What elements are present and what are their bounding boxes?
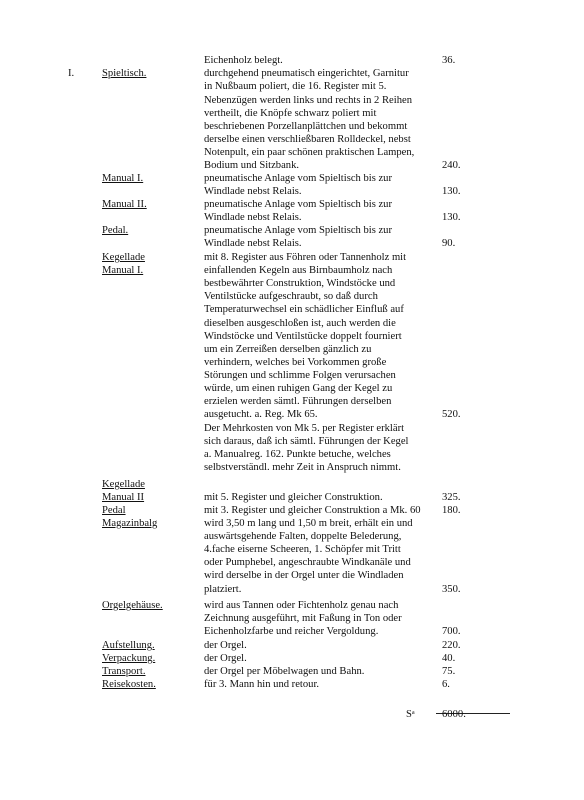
row-desc-line: Eichenholz belegt. [204, 55, 283, 66]
row-desc-line: Notenpult, ein paar schönen praktischen Lampen, [204, 147, 415, 158]
row-heading: Orgelgehäuse. [102, 600, 163, 611]
row-desc-line: wird derselbe in der Orgel unter die Windladen [204, 570, 404, 581]
row-desc-line: um ein Zerreißen derselben gänzlich zu [204, 344, 372, 355]
row-desc-line: Störungen und schlimme Folgen verursachen [204, 370, 396, 381]
row-price: 6. [442, 679, 450, 690]
row-desc-line: ausgetucht. a. Reg. Mk 65. [204, 409, 318, 420]
total-value: 6000. [442, 709, 466, 720]
row-price: 700. [442, 626, 461, 637]
row-desc-line: Windstöcke und Ventilstücke doppelt fourniert [204, 331, 402, 342]
row-desc-line: Der Mehrkosten von Mk 5. per Register erklärt [204, 423, 405, 434]
row-desc-line: mit 8. Register aus Föhren oder Tannenholz mit [204, 252, 407, 263]
row-heading: Magazinbalg [102, 518, 158, 529]
row-price: 130. [442, 212, 461, 223]
row-desc-line: wird 3,50 m lang und 1,50 m breit, erhält ein und [204, 518, 413, 529]
row-desc-line: für 3. Mann hin und retour. [204, 679, 320, 690]
row-price: 240. [442, 160, 461, 171]
row-heading: Pedal [102, 505, 126, 516]
row-desc-line: Bodium und Sitzbank. [204, 160, 300, 171]
row-desc-line: mit 5. Register und gleicher Construktion. [204, 492, 383, 503]
row-heading: Reisekosten. [102, 679, 156, 690]
row-desc-line: einfallenden Kegeln aus Birnbaumholz nach [204, 265, 393, 276]
row-desc-line: dieselben ausgeschloßen ist, auch werden die [204, 318, 396, 329]
row-desc-line: würde, um einen ruhigen Gang der Kegel zu [204, 383, 393, 394]
row-desc-line: pneumatische Anlage vom Spieltisch bis zur [204, 199, 393, 210]
row-desc-line: Windlade nebst Relais. [204, 238, 302, 249]
row-number: I. [68, 68, 75, 79]
row-desc-line: derselbe einen verschließbaren Rolldeckel, nebst [204, 134, 411, 145]
row-desc-line: wird aus Tannen oder Fichtenholz genau nach [204, 600, 399, 611]
row-desc-line: mit 3. Register und gleicher Construktion a Mk. 60 [204, 505, 421, 516]
row-desc-line: in Nußbaum poliert, die 16. Register mit 5. [204, 81, 387, 92]
row-price: 520. [442, 409, 461, 420]
row-desc-line: der Orgel. [204, 640, 247, 651]
row-price: 130. [442, 186, 461, 197]
row-desc-line: selbstverständl. mehr Zeit in Anspruch nimmt. [204, 462, 401, 473]
row-desc-line: der Orgel. [204, 653, 247, 664]
row-price: 180. [442, 505, 461, 516]
row-desc-line: sich daraus, daß ich sämtl. Führungen der Kegel [204, 436, 409, 447]
row-desc-line: Windlade nebst Relais. [204, 186, 302, 197]
row-desc-line: Temperaturwechsel ein schädlicher Einfluß auf [204, 304, 404, 315]
row-desc-line: oder Pumphebel, angeschraubte Windkanäle und [204, 557, 411, 568]
row-desc-line: pneumatische Anlage vom Spieltisch bis zur [204, 225, 393, 236]
row-desc-line: verhindern, welches bei Vorkommen große [204, 357, 387, 368]
row-heading: Verpackung. [102, 653, 156, 664]
row-heading: Manual II [102, 492, 145, 503]
row-desc-line: durchgehend pneumatisch eingerichtet, Garnitur [204, 68, 409, 79]
row-heading: Kegellade [102, 252, 145, 263]
row-desc-line: vertheilt, die Knöpfe schwarz poliert mit [204, 108, 377, 119]
row-desc-line: a. Manualreg. 162. Punkte betuche, welches [204, 449, 391, 460]
row-desc-line: Ventilstücke aufgeschraubt, so daß durch [204, 291, 378, 302]
row-price: 325. [442, 492, 461, 503]
row-price: 75. [442, 666, 456, 677]
row-price: 90. [442, 238, 456, 249]
row-price: 36. [442, 55, 456, 66]
row-price: 350. [442, 584, 461, 595]
row-heading: Kegellade [102, 479, 145, 490]
row-desc-line: Windlade nebst Relais. [204, 212, 302, 223]
row-desc-line: erzielen werden sämtl. Führungen derselben [204, 396, 392, 407]
row-heading: Pedal. [102, 225, 129, 236]
row-desc-line: platziert. [204, 584, 242, 595]
row-heading: Transport. [102, 666, 146, 677]
row-heading: Manual I. [102, 173, 144, 184]
row-desc-line: 4.fache eiserne Scheeren, 1. Schöpfer mit Tritt [204, 544, 401, 555]
row-desc-line: beschriebenen Porzellanplättchen und bekommt [204, 121, 408, 132]
row-price: 40. [442, 653, 456, 664]
row-heading: Aufstellung. [102, 640, 155, 651]
row-desc-line: Eichenholzfarbe und reicher Vergoldung. [204, 626, 379, 637]
row-price: 220. [442, 640, 461, 651]
row-heading: Manual II. [102, 199, 147, 210]
row-heading: Manual I. [102, 265, 144, 276]
row-desc-line: Zeichnung ausgeführt, mit Faßung in Ton oder [204, 613, 402, 624]
row-desc-line: Nebenzügen werden links und rechts in 2 Reihen [204, 95, 412, 106]
row-heading: Spieltisch. [102, 68, 147, 79]
row-desc-line: pneumatische Anlage vom Spieltisch bis zur [204, 173, 393, 184]
row-desc-line: der Orgel per Möbelwagen und Bahn. [204, 666, 365, 677]
row-desc-line: bestbewährter Construktion, Windstöcke und [204, 278, 396, 289]
row-desc-line: auswärtsgehende Falten, doppelte Belederung, [204, 531, 402, 542]
total-label: Sᵃ [406, 709, 415, 720]
